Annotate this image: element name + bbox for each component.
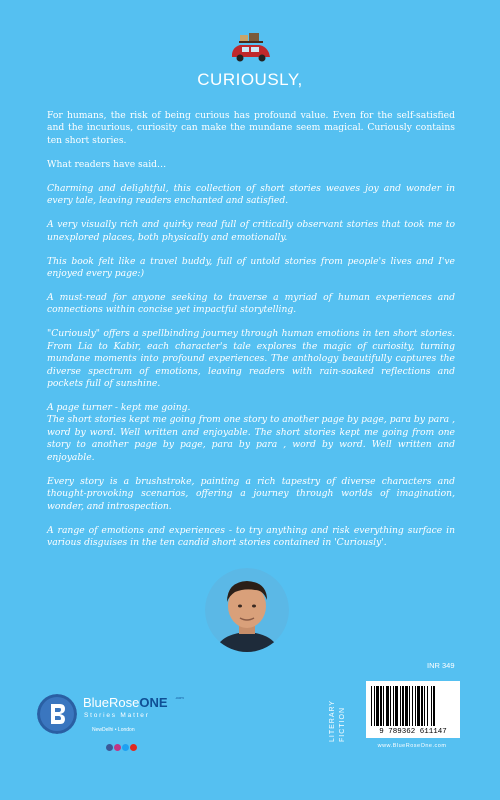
svg-text:FICTION: FICTION bbox=[339, 707, 346, 742]
publisher-tagline: Stories Matter bbox=[84, 712, 150, 719]
barcode-bars bbox=[366, 684, 460, 730]
price-label: INR 349 bbox=[427, 661, 455, 670]
author-photo bbox=[205, 568, 289, 652]
instagram-icon bbox=[114, 736, 121, 743]
review-5: "Curiously" offers a spellbinding journey through human emotions in ten short stories. From Lia to Kabir, each character's tale explores the magic of curiosity, turning mundane moments into profound experiences. The anthology beautifully captures the diverse spectrum of emotions, leaving readers with rain-soaked reflections and pockets full of sunshine. bbox=[47, 328, 455, 390]
barcode bbox=[366, 681, 460, 738]
website-url: www.BlueRoseOne.com bbox=[377, 743, 447, 749]
svg-text:LITERARY: LITERARY bbox=[329, 699, 336, 742]
review-7: Every story is a brushstroke, painting a rich tapestry of diverse characters and thought-provoking scenarios, offering a journey through worlds of imagination, wonder, and introspection. bbox=[47, 475, 455, 512]
publisher-logo-icon bbox=[37, 694, 77, 734]
publisher-name-part2: ONE bbox=[139, 695, 168, 710]
genre-label bbox=[320, 670, 356, 742]
twitter-icon bbox=[122, 736, 129, 743]
car-icon bbox=[226, 32, 276, 64]
blurb-paragraph: For humans, the risk of being curious has profound value. Even for the self-satisfied and the incurious, curiosity can make the mundane seem magical. Curiously contains ten short stories. bbox=[47, 110, 455, 146]
review-8: A range of emotions and experiences - to try anything and risk everything surface in various disguises in the ten candid short stories contained in 'Curiously'. bbox=[47, 524, 455, 548]
publisher-name-part1: BlueRose bbox=[83, 695, 140, 710]
review-4: A must-read for anyone seeking to traverse a myriad of human experiences and connections within concise yet impactful storytelling. bbox=[47, 292, 455, 316]
review-1: Charming and delightful, this collection of short stories weaves joy and wonder in every tale, leaving readers enchanted and satisfied. bbox=[47, 182, 455, 207]
facebook-icon bbox=[106, 736, 113, 743]
back-cover-text bbox=[47, 110, 455, 561]
review-3: This book felt like a travel buddy, full of untold stories from people's lives and I've enjoyed every page:) bbox=[47, 255, 455, 280]
book-title: CURIOUSLY, bbox=[197, 70, 303, 89]
reviews-heading: What readers have said… bbox=[47, 158, 167, 170]
review-2: A very visually rich and quirky read full of critically observant stories that took me to unexplored places, both physically and emotionally. bbox=[47, 219, 455, 243]
publisher-locations: NewDelhi • London bbox=[92, 727, 135, 733]
youtube-icon bbox=[130, 736, 137, 743]
isbn-number: 9 789362 611147 bbox=[379, 728, 447, 736]
review-6: A page turner - kept me going. The short stories kept me going from one story to another page by page, para by para , word by word. Well written and enjoyable. The short stories kept me going from one story to another page by page, para by para , word by word. Well written and enjoyable. bbox=[47, 402, 455, 463]
publisher-name bbox=[83, 695, 168, 710]
publisher-dotcom: .com bbox=[175, 695, 184, 700]
social-icons bbox=[106, 736, 137, 744]
